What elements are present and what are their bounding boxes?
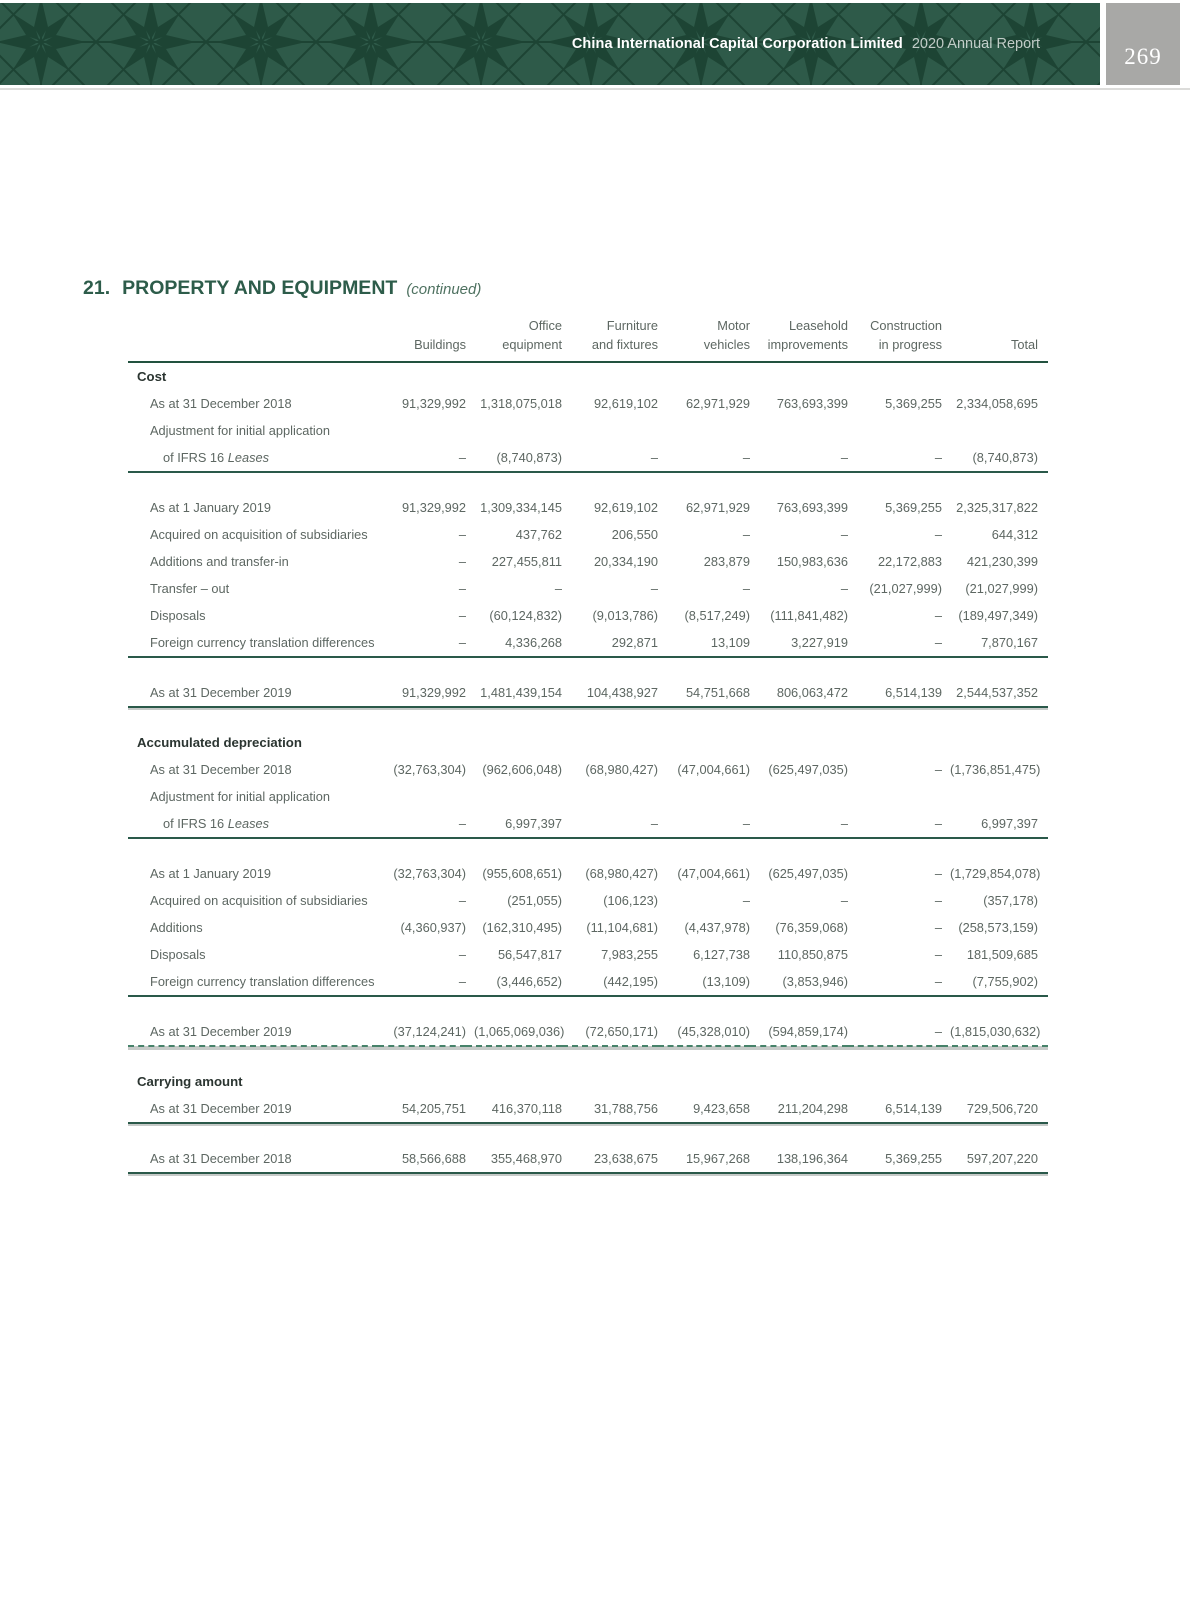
spacer-row	[128, 657, 1048, 679]
table-row	[128, 1018, 1048, 1046]
cell-value: 58,566,688	[378, 1145, 466, 1173]
table-row	[128, 602, 1048, 629]
cell-value: (162,310,495)	[482, 920, 562, 936]
cell-value	[750, 729, 848, 756]
cell-value: 9,423,658	[658, 1095, 750, 1123]
row-label: Foreign currency translation differences	[128, 629, 378, 657]
cell-value: 62,971,929	[685, 396, 750, 412]
cell-value: (189,497,349)	[958, 608, 1038, 624]
cell-value	[848, 1068, 942, 1095]
cell-value	[466, 417, 562, 444]
cell-value: 92,619,102	[593, 500, 658, 516]
property-equipment-table-wrap	[128, 316, 1048, 1174]
property-equipment-table	[128, 316, 1048, 1174]
cell-value: (21,027,999)	[965, 581, 1038, 597]
cell-value: –	[934, 893, 942, 909]
row-label: As at 31 December 2019	[128, 679, 378, 707]
cell-value: (11,104,681)	[586, 920, 658, 936]
row-label: Additions and transfer-in	[150, 554, 289, 570]
cell-value	[942, 362, 1048, 390]
cell-value: 91,329,992	[401, 396, 466, 412]
table-header	[128, 316, 1048, 362]
cell-value	[466, 1068, 562, 1095]
table-row	[128, 548, 1048, 575]
row-label: As at 31 December 2019	[128, 1095, 378, 1123]
cell-value: –	[934, 866, 942, 882]
table-header-cell: Motor vehicles	[658, 316, 750, 362]
cell-value: 763,693,399	[776, 500, 848, 516]
row-label: Additions	[150, 920, 203, 936]
cell-value: –	[562, 444, 658, 472]
cell-value: –	[934, 920, 942, 936]
table-row	[128, 629, 1048, 657]
spacer	[128, 838, 1048, 860]
table-row	[128, 575, 1048, 602]
cell-value: –	[458, 608, 466, 624]
cell-value	[750, 417, 848, 444]
cell-value: –	[848, 968, 942, 996]
cell-value: 56,547,817	[497, 947, 562, 963]
cell-value	[658, 783, 750, 810]
cell-value: (68,980,427)	[585, 866, 658, 882]
cell-value	[942, 783, 1048, 810]
cell-value: –	[848, 810, 942, 838]
cell-value: 23,638,675	[562, 1145, 658, 1173]
row-label: Disposals	[150, 608, 206, 624]
cell-value: (251,055)	[507, 893, 562, 909]
cell-value: (3,853,946)	[750, 968, 848, 996]
cell-value: (1,729,854,078)	[950, 866, 1041, 882]
cell-value	[378, 362, 466, 390]
row-label: Disposals	[150, 947, 206, 963]
table-row	[128, 417, 1048, 444]
cell-value: 1,481,439,154	[466, 679, 562, 707]
cell-value: 206,550	[611, 527, 658, 543]
table-header-cell: Leasehold improvements	[750, 316, 848, 362]
cell-value: 7,870,167	[942, 629, 1048, 657]
table-row	[128, 1095, 1048, 1123]
cell-value	[750, 783, 848, 810]
row-label: Acquired on acquisition of subsidiaries	[150, 893, 368, 909]
cell-value: 6,997,397	[466, 810, 562, 838]
cell-value: (1,736,851,475)	[950, 762, 1041, 778]
row-label: Accumulated depreciation	[137, 735, 302, 751]
cell-value: (13,109)	[658, 968, 750, 996]
cell-value: 5,369,255	[848, 1145, 942, 1173]
cell-value: –	[650, 581, 658, 597]
cell-value: (8,740,873)	[466, 444, 562, 472]
cell-value: 211,204,298	[750, 1095, 848, 1123]
cell-value: –	[848, 444, 942, 472]
cell-value	[562, 362, 658, 390]
cell-value: –	[750, 810, 848, 838]
cell-value	[378, 729, 466, 756]
cell-value: 110,850,875	[777, 947, 848, 963]
cell-value: 92,619,102	[593, 396, 658, 412]
cell-value: (594,859,174)	[750, 1018, 848, 1046]
spacer	[128, 707, 1048, 729]
cell-value: (8,517,249)	[684, 608, 750, 624]
cell-value: (32,763,304)	[393, 866, 466, 882]
cell-value: (72,650,171)	[562, 1018, 658, 1046]
cell-value: –	[458, 581, 466, 597]
cell-value	[466, 729, 562, 756]
table-row	[128, 679, 1048, 707]
spacer-row	[128, 1123, 1048, 1145]
cell-value: 1,309,334,145	[480, 500, 562, 516]
spacer-row	[128, 838, 1048, 860]
cell-value: 283,879	[703, 554, 750, 570]
cell-value: 62,971,929	[685, 500, 750, 516]
cell-value: –	[742, 527, 750, 543]
cell-value: –	[562, 810, 658, 838]
cell-value	[378, 783, 466, 810]
cell-value: (962,606,048)	[482, 762, 562, 778]
cell-value: –	[458, 947, 466, 963]
cell-value: 20,334,190	[593, 554, 658, 570]
table-row	[128, 756, 1048, 783]
cell-value	[942, 1068, 1048, 1095]
cell-value: 22,172,883	[877, 554, 942, 570]
cell-value: 292,871	[562, 629, 658, 657]
row-label: of IFRS 16 Leases	[128, 810, 378, 838]
cell-value: 2,334,058,695	[956, 396, 1038, 412]
cell-value: (60,124,832)	[489, 608, 562, 624]
row-label: Adjustment for initial application	[150, 789, 330, 805]
table-row	[128, 783, 1048, 810]
cell-value: –	[378, 968, 466, 996]
cell-value: –	[840, 581, 848, 597]
row-label: Foreign currency translation differences	[128, 968, 378, 996]
cell-value: (76,359,068)	[775, 920, 848, 936]
cell-value: 2,325,317,822	[956, 500, 1038, 516]
table-header-cell: Furniture and fixtures	[562, 316, 658, 362]
cell-value: –	[934, 762, 942, 778]
cell-value: (47,004,661)	[677, 762, 750, 778]
cell-value: (106,123)	[603, 893, 658, 909]
table-row	[128, 968, 1048, 996]
cell-value: –	[750, 444, 848, 472]
cell-value: –	[848, 1018, 942, 1046]
table-row	[128, 941, 1048, 968]
cell-value: (955,608,651)	[482, 866, 562, 882]
spacer-row	[128, 996, 1048, 1018]
cell-value: 2,544,537,352	[942, 679, 1048, 707]
cell-value	[848, 362, 942, 390]
table-row	[128, 390, 1048, 417]
header-banner	[0, 3, 1100, 85]
cell-value: 6,127,738	[693, 947, 750, 963]
cell-value: (9,013,786)	[592, 608, 658, 624]
cell-value: (4,360,937)	[400, 920, 466, 936]
spacer	[128, 657, 1048, 679]
row-label: As at 1 January 2019	[150, 500, 271, 516]
heading-title: PROPERTY AND EQUIPMENT	[122, 277, 398, 299]
cell-value: –	[840, 527, 848, 543]
cell-value: –	[934, 608, 942, 624]
cell-value	[466, 783, 562, 810]
cell-value	[378, 417, 466, 444]
cell-value: –	[458, 527, 466, 543]
table-header-cell	[128, 316, 378, 362]
cell-value: 5,369,255	[885, 396, 942, 412]
table-header-cell: Office equipment	[466, 316, 562, 362]
cell-value: 227,455,811	[491, 554, 562, 570]
table-header-cell: Buildings	[378, 316, 466, 362]
table-row	[128, 914, 1048, 941]
table-row	[128, 810, 1048, 838]
cell-value: 763,693,399	[776, 396, 848, 412]
row-label: Cost	[137, 369, 167, 385]
cell-value: 13,109	[658, 629, 750, 657]
cell-value: –	[458, 554, 466, 570]
cell-value: 54,205,751	[378, 1095, 466, 1123]
cell-value: –	[658, 444, 750, 472]
cell-value: –	[742, 581, 750, 597]
cell-value	[658, 417, 750, 444]
cell-value: 15,967,268	[658, 1145, 750, 1173]
row-label: As at 31 December 2018	[150, 396, 292, 412]
cell-value: 150,983,636	[776, 554, 848, 570]
cell-value	[658, 729, 750, 756]
cell-value: –	[742, 893, 750, 909]
cell-value: –	[934, 527, 942, 543]
cell-value: (21,027,999)	[869, 581, 942, 597]
cell-value: (625,497,035)	[768, 866, 848, 882]
cell-value: –	[934, 947, 942, 963]
cell-value: 7,983,255	[601, 947, 658, 963]
section-heading	[83, 277, 481, 300]
cell-value	[750, 1068, 848, 1095]
row-label: Adjustment for initial application	[150, 423, 330, 439]
cell-value: 437,762	[515, 527, 562, 543]
cell-value: (68,980,427)	[585, 762, 658, 778]
cell-value: (4,437,978)	[684, 920, 750, 936]
cell-value	[658, 362, 750, 390]
cell-value: (3,446,652)	[466, 968, 562, 996]
row-label: As at 31 December 2019	[128, 1018, 378, 1046]
cell-value: –	[378, 810, 466, 838]
table-row	[128, 1145, 1048, 1173]
spacer-row	[128, 472, 1048, 494]
report-edition: 2020 Annual Report	[911, 36, 1040, 52]
cell-value: 4,336,268	[466, 629, 562, 657]
cell-value: (47,004,661)	[677, 866, 750, 882]
cell-value: (357,178)	[983, 893, 1038, 909]
cell-value: –	[554, 581, 562, 597]
cell-value: 6,514,139	[848, 1095, 942, 1123]
cell-value: 138,196,364	[750, 1145, 848, 1173]
cell-value: (7,755,902)	[942, 968, 1048, 996]
row-label: As at 31 December 2018	[150, 762, 292, 778]
cell-value	[848, 783, 942, 810]
table-row	[128, 887, 1048, 914]
table-header-cell: Construction in progress	[848, 316, 942, 362]
table-row	[128, 521, 1048, 548]
table-row	[128, 494, 1048, 521]
cell-value: –	[458, 893, 466, 909]
cell-value: 91,329,992	[401, 500, 466, 516]
cell-value: –	[658, 810, 750, 838]
cell-value	[562, 417, 658, 444]
cell-value	[942, 729, 1048, 756]
cell-value: (258,573,159)	[958, 920, 1038, 936]
cell-value: 3,227,919	[750, 629, 848, 657]
table-header-cell: Total	[942, 316, 1048, 362]
cell-value: (45,328,010)	[658, 1018, 750, 1046]
table-row	[128, 444, 1048, 472]
cell-value	[750, 362, 848, 390]
cell-value: –	[848, 629, 942, 657]
row-label: As at 31 December 2018	[128, 1145, 378, 1173]
row-label: Transfer – out	[150, 581, 230, 597]
spacer	[128, 996, 1048, 1018]
section-row	[128, 362, 1048, 390]
cell-value: (1,815,030,632)	[942, 1018, 1048, 1046]
cell-value: 5,369,255	[885, 500, 942, 516]
heading-continued: (continued)	[406, 281, 482, 298]
cell-value: 806,063,472	[750, 679, 848, 707]
cell-value: (32,763,304)	[393, 762, 466, 778]
cell-value: 421,230,399	[966, 554, 1038, 570]
cell-value: (1,065,069,036)	[466, 1018, 562, 1046]
cell-value	[466, 362, 562, 390]
cell-value: 6,514,139	[848, 679, 942, 707]
cell-value	[942, 417, 1048, 444]
cell-value: 729,506,720	[942, 1095, 1048, 1123]
cell-value: (625,497,035)	[768, 762, 848, 778]
cell-value: (8,740,873)	[942, 444, 1048, 472]
row-label: Acquired on acquisition of subsidiaries	[150, 527, 368, 543]
cell-value: 355,468,970	[466, 1145, 562, 1173]
cell-value	[848, 729, 942, 756]
spacer	[128, 472, 1048, 494]
cell-value: 181,509,685	[966, 947, 1038, 963]
cell-value	[562, 729, 658, 756]
cell-value	[562, 1068, 658, 1095]
spacer	[128, 1123, 1048, 1145]
cell-value	[562, 783, 658, 810]
cell-value: 1,318,075,018	[480, 396, 562, 412]
cell-value	[378, 1068, 466, 1095]
cell-value: 54,751,668	[658, 679, 750, 707]
page-number: 269	[1124, 44, 1162, 69]
cell-value: (442,195)	[562, 968, 658, 996]
cell-value	[848, 417, 942, 444]
section-row	[128, 729, 1048, 756]
company-name: China International Capital Corporation Limited	[571, 36, 903, 52]
spacer-row	[128, 707, 1048, 729]
page-number-box	[1106, 3, 1180, 85]
row-label: of IFRS 16 Leases	[128, 444, 378, 472]
cell-value: 644,312	[991, 527, 1038, 543]
header-divider	[0, 88, 1190, 90]
cell-value: (111,841,482)	[770, 608, 848, 624]
cell-value: –	[840, 893, 848, 909]
heading-number: 21.	[83, 277, 111, 299]
cell-value: –	[378, 444, 466, 472]
cell-value	[658, 1068, 750, 1095]
row-label: Carrying amount	[137, 1074, 243, 1090]
asanoha-pattern-icon	[0, 3, 1100, 85]
table-row	[128, 860, 1048, 887]
cell-value: 6,997,397	[942, 810, 1048, 838]
section-row	[128, 1068, 1048, 1095]
table-body	[128, 362, 1048, 1173]
row-label: As at 1 January 2019	[150, 866, 271, 882]
cell-value: (37,124,241)	[378, 1018, 466, 1046]
cell-value: 597,207,220	[942, 1145, 1048, 1173]
cell-value: 104,438,927	[562, 679, 658, 707]
cell-value: 31,788,756	[562, 1095, 658, 1123]
spacer-row	[128, 1046, 1048, 1068]
spacer	[128, 1046, 1048, 1068]
cell-value: –	[378, 629, 466, 657]
cell-value: 416,370,118	[466, 1095, 562, 1123]
cell-value: 91,329,992	[378, 679, 466, 707]
